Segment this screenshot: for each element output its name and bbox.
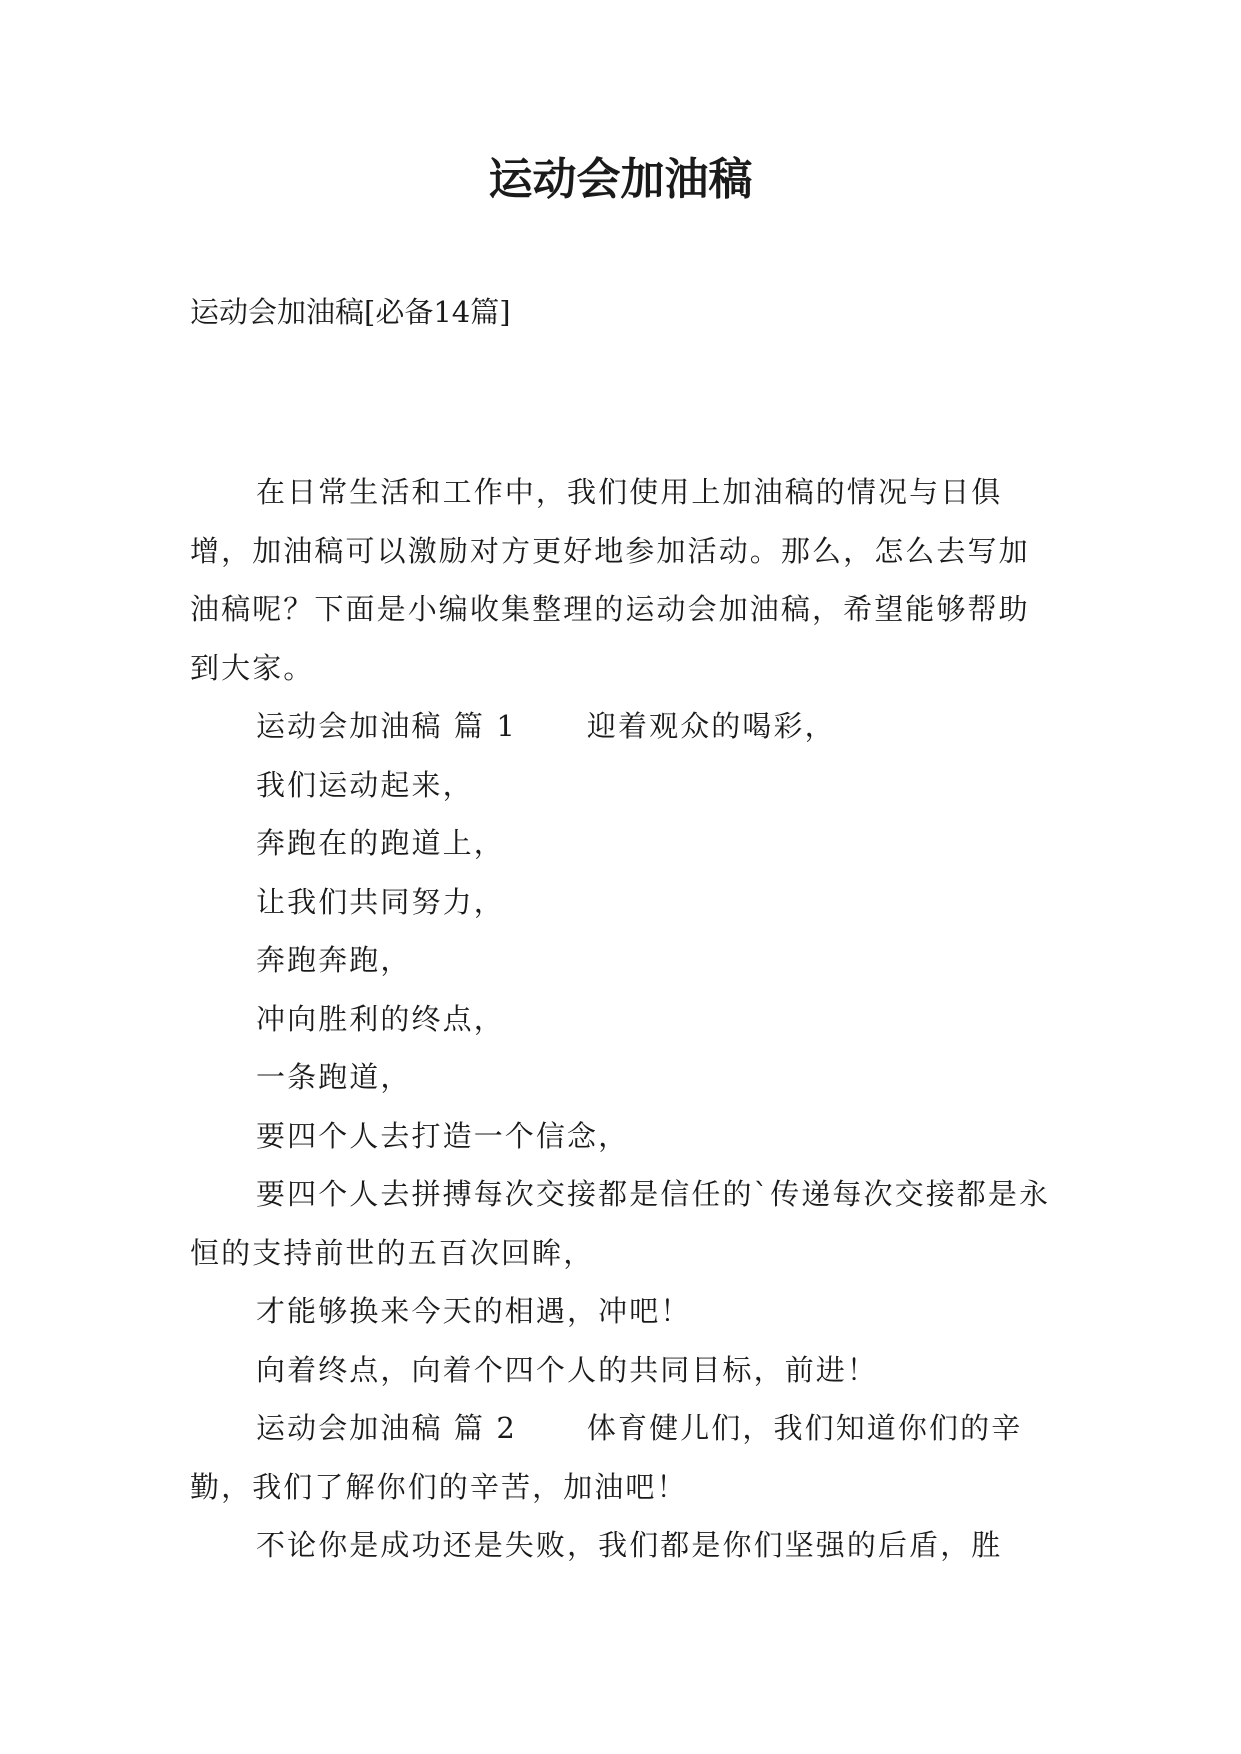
section-1-first-paragraph — [190, 697, 1052, 756]
section-1-heading: 运动会加油稿 篇 1 — [256, 709, 517, 743]
poem-line: 让我们共同努力， — [256, 884, 505, 919]
poem-line: 我们运动起来， — [256, 767, 474, 802]
last-paragraph: 不论你是成功还是失败，我们都是你们坚强的后盾，胜 — [256, 1528, 1003, 1562]
intro-paragraph: 在日常生活和工作中，我们使用上加油稿的情况与日俱增，加油稿可以激励对方更好地参加活动。那么，怎么去写加油稿呢？下面是小编收集整理的运动会加油稿，希望能够帮助到大家。 — [190, 475, 1030, 685]
document-subtitle: 运动会加油稿[必备14篇] — [190, 295, 511, 329]
section-1-first-line: 迎着观众的喝彩， — [586, 709, 836, 743]
poem-line: 才能够换来今天的相遇，冲吧！ — [256, 1294, 692, 1328]
poem-line: 冲向胜利的终点， — [256, 1001, 505, 1036]
poem-line: 要四个人去打造一个信念， — [256, 1118, 630, 1153]
section-2-first-line: 体育健儿们，我们知道你们的辛勤，我们了解你们的辛苦，加油吧！ — [190, 1411, 1023, 1504]
poem-line: 一条跑道， — [256, 1060, 412, 1094]
document-title: 运动会加油稿 — [488, 154, 753, 205]
poem-line: 奔跑在的跑道上， — [256, 826, 505, 860]
poem-line: 要四个人去拼搏每次交接都是信任的`传递每次交接都是永恒的支持前世的五百次回眸， — [190, 1177, 1051, 1270]
section-2-first-paragraph — [190, 1399, 1052, 1516]
section-2-heading: 运动会加油稿 篇 2 — [256, 1411, 517, 1445]
document-body — [190, 463, 1052, 1575]
poem-line: 向着终点，向着个四个人的共同目标，前进！ — [256, 1352, 879, 1387]
poem-line: 奔跑奔跑， — [256, 943, 412, 977]
